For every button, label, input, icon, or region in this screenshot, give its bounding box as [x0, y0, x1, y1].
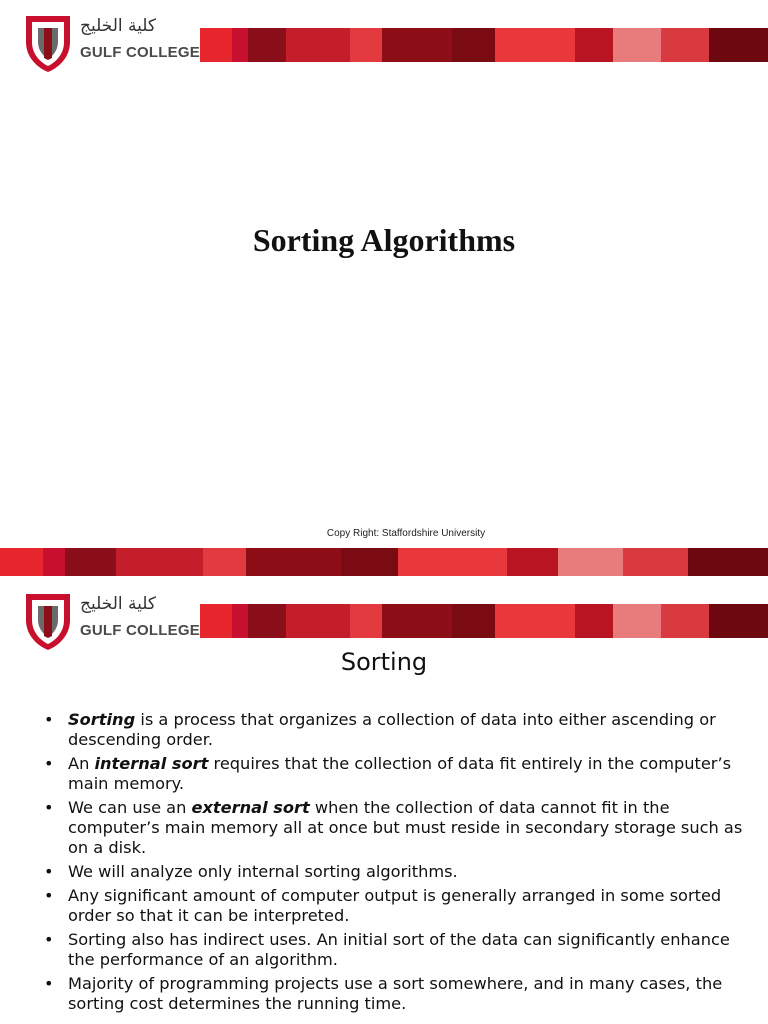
bullet-item	[44, 886, 744, 926]
banner-segment	[200, 28, 232, 62]
banner-segment	[709, 28, 768, 62]
banner-segment	[575, 604, 613, 638]
banner-segment	[248, 604, 286, 638]
banner-segment	[382, 604, 452, 638]
logo-english-text: GULF COLLEGE	[80, 44, 200, 61]
logo-arabic-text: كلية الخليج	[80, 594, 156, 614]
content-slide	[0, 576, 768, 1024]
banner-segment	[382, 28, 452, 62]
banner-segment	[248, 28, 286, 62]
banner-segment	[452, 604, 495, 638]
banner-segment	[116, 548, 203, 576]
banner-segment	[65, 548, 116, 576]
footer-banner	[0, 548, 768, 576]
gulf-college-logo	[22, 590, 200, 650]
bullet-text: Any significant amount of computer output is generally arranged in some sorted order so that it can be interpreted.	[68, 886, 722, 925]
bullet-text: is a process that organizes a collection of data into either ascending or descending order.	[68, 710, 716, 749]
banner-segment	[0, 548, 43, 576]
banner-segment	[613, 28, 661, 62]
banner-segment	[246, 548, 340, 576]
banner-segment	[203, 548, 246, 576]
banner-segment	[575, 28, 613, 62]
slide-heading: Sorting	[340, 648, 428, 676]
banner-segment	[507, 548, 558, 576]
bullet-text: An	[68, 754, 95, 773]
gulf-college-logo	[22, 12, 200, 72]
banner-segment	[398, 548, 507, 576]
banner-segment	[341, 548, 399, 576]
shield-icon	[22, 12, 74, 74]
bullet-item	[44, 974, 744, 1014]
banner-segment	[495, 28, 575, 62]
banner-segment	[452, 28, 495, 62]
bullet-text: We can use an	[68, 798, 192, 817]
banner-segment	[286, 28, 350, 62]
banner-segment	[661, 604, 709, 638]
banner-segment	[623, 548, 688, 576]
emphasized-term: external sort	[191, 798, 310, 817]
banner-segment	[286, 604, 350, 638]
banner-segment	[350, 604, 382, 638]
bullet-item	[44, 710, 744, 750]
bullet-text: Sorting also has indirect uses. An initial sort of the data can significantly enhance the performance of an algorithm.	[68, 930, 730, 969]
banner-segment	[43, 548, 65, 576]
banner-segment	[709, 604, 768, 638]
logo-english-text: GULF COLLEGE	[80, 622, 200, 639]
bullet-item	[44, 798, 744, 858]
emphasized-term: internal sort	[94, 754, 209, 773]
banner-segment	[232, 28, 248, 62]
header-banner	[200, 28, 768, 62]
bullet-list	[44, 710, 744, 1018]
bullet-text: requires that the collection of data fit entirely in the computer’s main memory.	[68, 754, 732, 793]
bullet-item	[44, 930, 744, 970]
bullet-text: Majority of programming projects use a sort somewhere, and in many cases, the sorting cost determines the running time.	[68, 974, 723, 1013]
copyright-text: Copy Right: Staffordshire University	[326, 528, 486, 539]
banner-segment	[200, 604, 232, 638]
banner-segment	[558, 548, 623, 576]
bullet-text: We will analyze only internal sorting algorithms.	[68, 862, 458, 881]
emphasized-term: Sorting	[68, 710, 136, 729]
banner-segment	[232, 604, 248, 638]
logo-arabic-text: كلية الخليج	[80, 16, 156, 36]
bullet-item	[44, 754, 744, 794]
header-banner	[200, 604, 768, 638]
banner-segment	[661, 28, 709, 62]
banner-segment	[495, 604, 575, 638]
slide-title: Sorting Algorithms	[252, 222, 516, 258]
shield-icon	[22, 590, 74, 652]
bullet-item	[44, 862, 744, 882]
bullet-text: when the collection of data cannot fit in the computer’s main memory all at once but must reside in secondary storage such as on a disk.	[68, 798, 743, 857]
banner-segment	[350, 28, 382, 62]
banner-segment	[688, 548, 768, 576]
banner-segment	[613, 604, 661, 638]
